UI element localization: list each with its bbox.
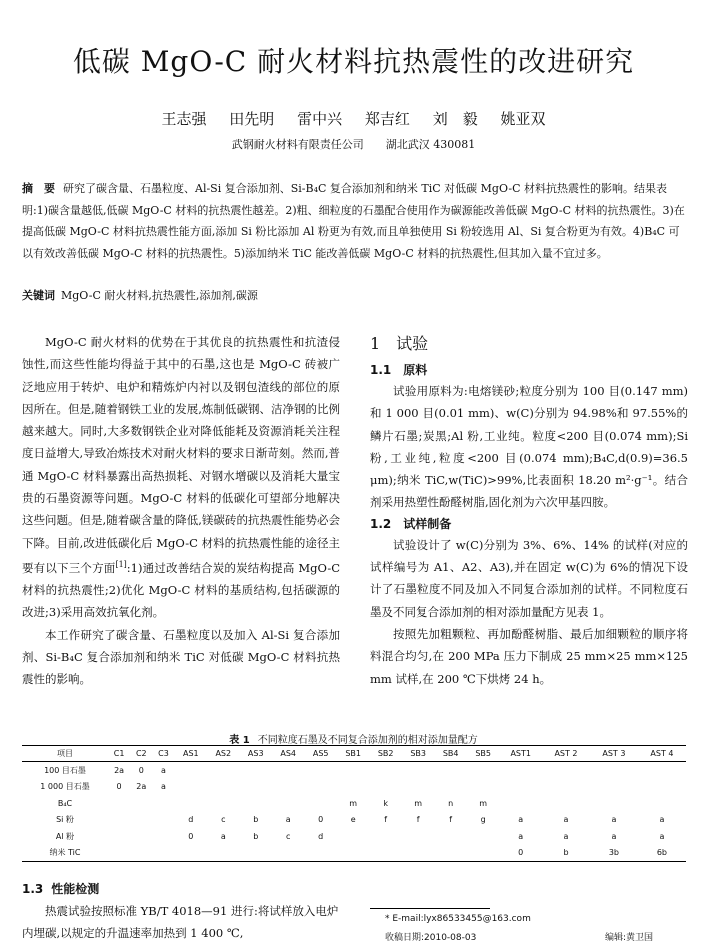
row-label: B₄C: [57, 798, 73, 808]
table-number: 表 1: [229, 735, 250, 746]
table-cell: [337, 828, 370, 845]
table-cell: m: [479, 798, 488, 808]
author: 郑吉红: [364, 110, 410, 128]
table-cell: m: [349, 798, 358, 808]
table-cell: [130, 845, 152, 862]
table-cell: [152, 812, 174, 829]
intro-text-end: :1)通过改善结合炭的炭结构提高 MgO-C 材料的抗热震性;2)优化 MgO-C 材料的基质结构,包括碳源的改进;3)采用高效抗氧化剂。: [22, 560, 340, 620]
table-cell: [175, 762, 207, 779]
table-cell: a: [659, 815, 665, 825]
table-cell: [434, 828, 467, 845]
column-header: AS5: [312, 749, 329, 758]
table-cell: [130, 795, 152, 812]
table-cell: [175, 845, 207, 862]
table-cell: [240, 762, 272, 779]
table-cell: b: [253, 815, 259, 825]
table-cell: [207, 845, 239, 862]
table-cell: f: [384, 815, 388, 825]
table-cell: 0: [188, 831, 194, 841]
table-cell: c: [221, 815, 226, 825]
intro-text: MgO-C 耐火材料的优势在于其优良的抗热震性和抗渣侵蚀性,而这些性能均得益于其中的石墨,这也是 MgO-C 砖被广泛地应用于转炉、电炉和精炼炉内衬以及钢包渣线的部位的原因所在。但是,随着钢铁工业的发展,炼制低碳钢、洁净钢的比例越来越大。同时,大多数钢铁企业对降低能耗及资源消耗关注程度日益增大,导致冶炼技术对耐火材料的要求日渐苛刻。然而,普通 MgO-C 材料暴露出高热损耗、对钢水增碳以及消耗大量宝贵的石墨资源等问题。MgO-C 材料的低碳化可望部分地解决这些问题。但是,随着碳含量的降低,镁碳砖的抗热震性能势必会下降。目前,改进低碳化后 MgO-C 材料的抗热震性能的途径主要有以下三个方面: [22, 335, 340, 575]
table-row: [22, 845, 686, 862]
table-cell: [304, 762, 336, 779]
table-row: [22, 812, 686, 829]
table-cell: m: [414, 798, 423, 808]
column-header: AS3: [247, 749, 264, 758]
subsection-number: 1.3: [22, 882, 44, 896]
table-cell: [434, 762, 467, 779]
table-cell: a: [161, 782, 166, 792]
table-cell: [542, 779, 590, 796]
table-cell: [467, 779, 500, 796]
citation: [1]: [115, 559, 127, 569]
table-cell: e: [350, 815, 356, 825]
table-cell: [152, 795, 174, 812]
table-cell: 0: [116, 782, 122, 792]
left-column: [22, 331, 340, 691]
table-header-label: 项目: [57, 749, 73, 758]
affiliation: 武钢耐火材料有限责任公司 湖北武汉 430081: [231, 138, 476, 151]
table-cell: [402, 828, 435, 845]
table-cell: a: [161, 765, 166, 775]
table-cell: [152, 828, 174, 845]
keywords-label: 关键词: [22, 289, 55, 302]
column-header: SB1: [345, 749, 361, 758]
table-cell: [240, 795, 272, 812]
footnote-editor: 编辑:黄卫国: [605, 933, 654, 943]
table-cell: 3b: [608, 848, 619, 858]
column-header: SB2: [377, 749, 394, 758]
table-cell: 0: [318, 815, 324, 825]
table-cell: [369, 762, 402, 779]
intro-paragraph: [22, 331, 340, 624]
table-header-row: [22, 746, 686, 762]
table-cell: a: [563, 815, 569, 825]
subsection-heading: 1.2 试样制备: [370, 516, 452, 531]
column-header: AST 2: [554, 749, 578, 758]
table-body: [22, 762, 686, 862]
table-cell: a: [611, 815, 617, 825]
table-cell: [108, 845, 130, 862]
table-cell: [130, 812, 152, 829]
table-cell: [207, 762, 239, 779]
author-list: [0, 108, 707, 129]
right-column: [370, 331, 688, 690]
table-cell: [638, 779, 686, 796]
author: 刘 毅: [432, 110, 478, 128]
table-cell: [337, 762, 370, 779]
table-cell: [272, 762, 304, 779]
table-cell: [369, 828, 402, 845]
table-cell: [152, 845, 174, 862]
table-cell: [542, 762, 590, 779]
preparation-paragraph-2: 按照先加粗颗粒、再加酚醛树脂、最后加细颗粒的顺序将料混合均匀,在 200 MPa 压力下制成 25 mm×25 mm×125 mm 试样,在 200 ℃下烘烤 24 h。: [370, 626, 688, 686]
table-row: [22, 762, 686, 779]
table-cell: [240, 845, 272, 862]
table-cell: [467, 845, 500, 862]
table-cell: g: [480, 815, 486, 825]
table-caption-text: 不同粒度石墨及不同复合添加剂的相对添加量配方: [257, 735, 478, 746]
column-header: SB5: [475, 749, 491, 758]
table-row: [22, 779, 686, 796]
table-cell: a: [659, 831, 665, 841]
intro-paragraph-2: 本工作研究了碳含量、石墨粒度以及加入 Al-Si 复合添加剂、Si-B₄C 复合添加剂和纳米 TiC 对低碳 MgO-C 材料抗热震性的影响。: [22, 627, 340, 687]
column-header: AST1: [510, 749, 531, 758]
table-row: [22, 795, 686, 812]
row-label: 100 目石墨: [44, 765, 86, 775]
table-cell: [272, 795, 304, 812]
table-cell: [402, 779, 435, 796]
keywords: [22, 287, 686, 303]
table-cell: [638, 762, 686, 779]
table-cell: [467, 828, 500, 845]
column-header: AST 4: [650, 749, 674, 758]
table-cell: d: [318, 831, 324, 841]
table-cell: [304, 795, 336, 812]
row-label: 纳米 TiC: [49, 848, 81, 858]
table-cell: [369, 779, 402, 796]
table-cell: n: [448, 798, 454, 808]
row-label: 1 000 目石墨: [40, 782, 90, 792]
table-cell: [499, 795, 542, 812]
column-header: SB3: [410, 749, 426, 758]
table-cell: a: [563, 831, 569, 841]
author: 雷中兴: [297, 110, 343, 128]
table-cell: a: [285, 815, 291, 825]
row-label: Al 粉: [55, 831, 75, 841]
table-cell: [108, 812, 130, 829]
table-cell: [434, 845, 467, 862]
table-cell: [175, 779, 207, 796]
column-header: SB4: [442, 749, 459, 758]
table-cell: f: [416, 815, 420, 825]
table-cell: [207, 779, 239, 796]
abstract: [22, 178, 686, 264]
row-label: Si 粉: [56, 815, 74, 825]
table-cell: [590, 779, 638, 796]
table-cell: [337, 845, 370, 862]
abstract-text: 研究了碳含量、石墨粒度、Al-Si 复合添加剂、Si-B₄C 复合添加剂和纳米 TiC 对低碳 MgO-C 材料抗热震性的影响。结果表明:1)碳含量越低,低碳 MgO-C 材料的抗热震性越差。2)粗、细粒度的石墨配合使用作为碳源能改善低碳 MgO-C 材料的抗热震性。3)在提高低碳 MgO-C 材料抗热震性能方面,添加 Si 粉比添加 Al 粉更为有效,而且单独使用 Si 粉较选用 Al、Si 复合粉更为有效。4)B₄C 可以有效改善低碳 MgO-C 材料的抗热震性。5)添加纳米 TiC 能改善低碳 MgO-C 材料的抗热震性,但其加入量不宜过多。: [22, 182, 685, 260]
table-cell: c: [286, 831, 291, 841]
table-cell: a: [518, 831, 524, 841]
table-cell: [272, 845, 304, 862]
table-cell: [590, 762, 638, 779]
materials-paragraph: 试验用原料为:电熔镁砂;粒度分别为 100 目(0.147 mm)和 1 000 目(0.01 mm)、w(C)分别为 94.98%和 97.55%的鳞片石墨;炭黑;Al 粉,工业纯。粒度<200 目(0.074 mm);Si 粉,工业纯,粒度<200 目(0.074 mm);B₄C,d(0.9)=36.5 μm);纳米 TiC,w(TiC)>99%,比表面积 18.20 m²·g⁻¹。结合剂采用热塑性酚醛树脂,固化剂为六次甲基四胺。: [370, 384, 688, 510]
paper-title: 低碳 MgO-C 耐火材料抗热震性的改进研究: [72, 45, 635, 78]
table-cell: 0: [138, 765, 144, 775]
table-cell: [240, 779, 272, 796]
formula-table: [22, 745, 686, 862]
author: 姚亚双: [500, 110, 546, 128]
table-cell: [130, 828, 152, 845]
footnote-received-date: 收稿日期:2010-08-03: [385, 933, 477, 943]
column-header: C2: [135, 749, 147, 758]
subsection-heading: 1.1 原料: [370, 363, 428, 377]
table-cell: [304, 779, 336, 796]
column-header: AST 3: [602, 749, 626, 758]
subsection-title: 性能检测: [51, 882, 100, 896]
test-paragraph: 热震试验按照标准 YB/T 4018—91 进行:将试样放入电炉内埋碳,以规定的升温速率加热到 1 400 ℃,: [22, 904, 339, 940]
preparation-paragraph: 试验设计了 w(C)分别为 3%、6%、14% 的试样(对应的试样编号为 A1、A2、A3),并在固定 w(C)为 6%的情况下设计了石墨粒度不同及加入不同复合添加剂的试样。不同粒度石墨及不同复合添加剂的相对添加量配方见表 1。: [370, 537, 688, 619]
subsection-heading-1-3: [22, 880, 99, 897]
table-cell: 0: [518, 848, 524, 858]
table-cell: [499, 779, 542, 796]
table-cell: [402, 845, 435, 862]
column-header: AS4: [280, 749, 297, 758]
author: 王志强: [161, 110, 207, 128]
table-cell: f: [449, 815, 453, 825]
column-header: AS2: [215, 749, 232, 758]
table-cell: [175, 795, 207, 812]
table-cell: [304, 845, 336, 862]
table-cell: b: [563, 848, 569, 858]
table-cell: [542, 795, 590, 812]
abstract-label: 摘 要: [22, 182, 55, 195]
column-header: C1: [113, 749, 125, 758]
table-cell: [108, 828, 130, 845]
table-cell: 6b: [656, 848, 668, 858]
column-header: C3: [158, 749, 169, 758]
table-cell: d: [188, 815, 194, 825]
table-cell: [369, 845, 402, 862]
table-cell: a: [220, 831, 226, 841]
footnote-email: * E-mail:lyx86533455@163.com: [385, 914, 531, 924]
table-cell: 2a: [136, 782, 147, 792]
table-cell: b: [253, 831, 259, 841]
column-header: AS1: [182, 749, 199, 758]
section-heading: 1 试验: [370, 334, 429, 353]
table-cell: [434, 779, 467, 796]
table-cell: [638, 795, 686, 812]
table-cell: [337, 779, 370, 796]
table-cell: [272, 779, 304, 796]
table-cell: k: [383, 798, 388, 808]
table-caption: [0, 731, 707, 746]
table-cell: [590, 795, 638, 812]
table-cell: [499, 762, 542, 779]
keywords-text: MgO-C 耐火材料,抗热震性,添加剂,碳源: [61, 289, 258, 302]
table-cell: a: [518, 815, 524, 825]
author: 田先明: [229, 110, 275, 128]
table-cell: [207, 795, 239, 812]
footnote-divider: [370, 908, 490, 909]
table-cell: [108, 795, 130, 812]
table-cell: a: [611, 831, 617, 841]
table-cell: 2a: [114, 765, 125, 775]
table-cell: [402, 762, 435, 779]
table-row: [22, 828, 686, 845]
table-cell: [467, 762, 500, 779]
